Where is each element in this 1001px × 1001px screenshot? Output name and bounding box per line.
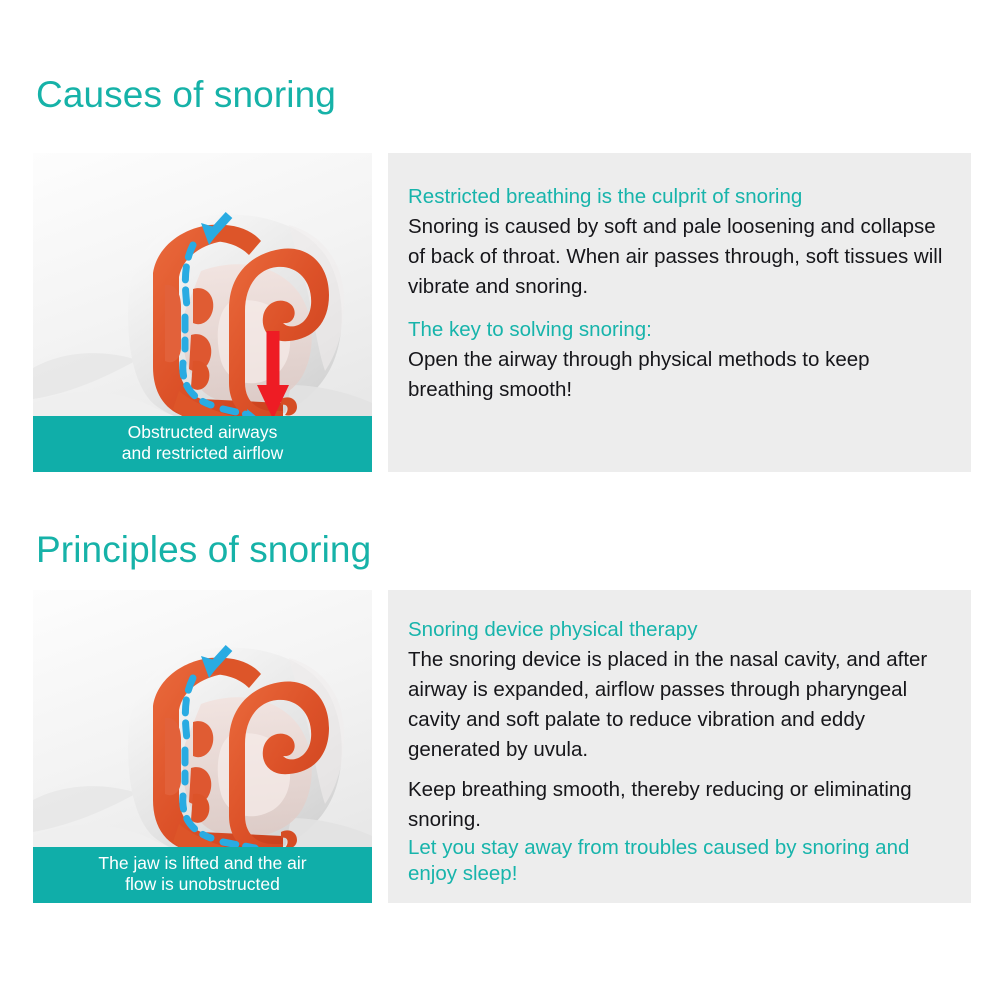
text-panel-principles <box>388 590 971 903</box>
figure-open-airway <box>33 590 372 903</box>
accent-heading-physical-therapy: Snoring device physical therapy <box>408 618 698 641</box>
accent-paragraph-enjoy-sleep: Let you stay away from troubles caused by snoring and enjoy sleep! <box>408 836 910 885</box>
section-heading-principles: Principles of snoring <box>36 529 372 570</box>
figure-caption-obstructed <box>33 416 372 472</box>
section-principles-of-snoring <box>33 590 971 903</box>
accent-heading-key-to-solving: The key to solving snoring: <box>408 318 652 341</box>
section-heading-causes: Causes of snoring <box>36 74 336 115</box>
caption-line-2: flow is unobstructed <box>125 874 280 894</box>
text-panel-causes <box>388 153 971 472</box>
body-paragraph-open-airway: Open the airway through physical methods to keep breathing smooth! <box>408 348 870 401</box>
body-paragraph-keep-breathing: Keep breathing smooth, thereby reducing or eliminating snoring. <box>408 778 912 831</box>
caption-line-2: and restricted airflow <box>121 443 284 463</box>
body-paragraph-snoring-cause: Snoring is caused by soft and pale loosening and collapse of back of throat. When air passes through, soft tissues will vibrate and snoring. <box>408 215 943 298</box>
accent-heading-restricted-breathing: Restricted breathing is the culprit of snoring <box>408 185 803 208</box>
caption-line-1: Obstructed airways <box>127 422 278 442</box>
figure-obstructed-airway <box>33 153 372 472</box>
section-causes-of-snoring <box>33 153 971 472</box>
body-paragraph-device-placement: The snoring device is placed in the nasal cavity, and after airway is expanded, airflow passes through pharyngeal cavity and soft palate to reduce vibration and eddy generated by uvula. <box>408 648 928 761</box>
caption-line-1: The jaw is lifted and the air <box>98 853 307 873</box>
figure-caption-open-airway <box>33 847 372 903</box>
